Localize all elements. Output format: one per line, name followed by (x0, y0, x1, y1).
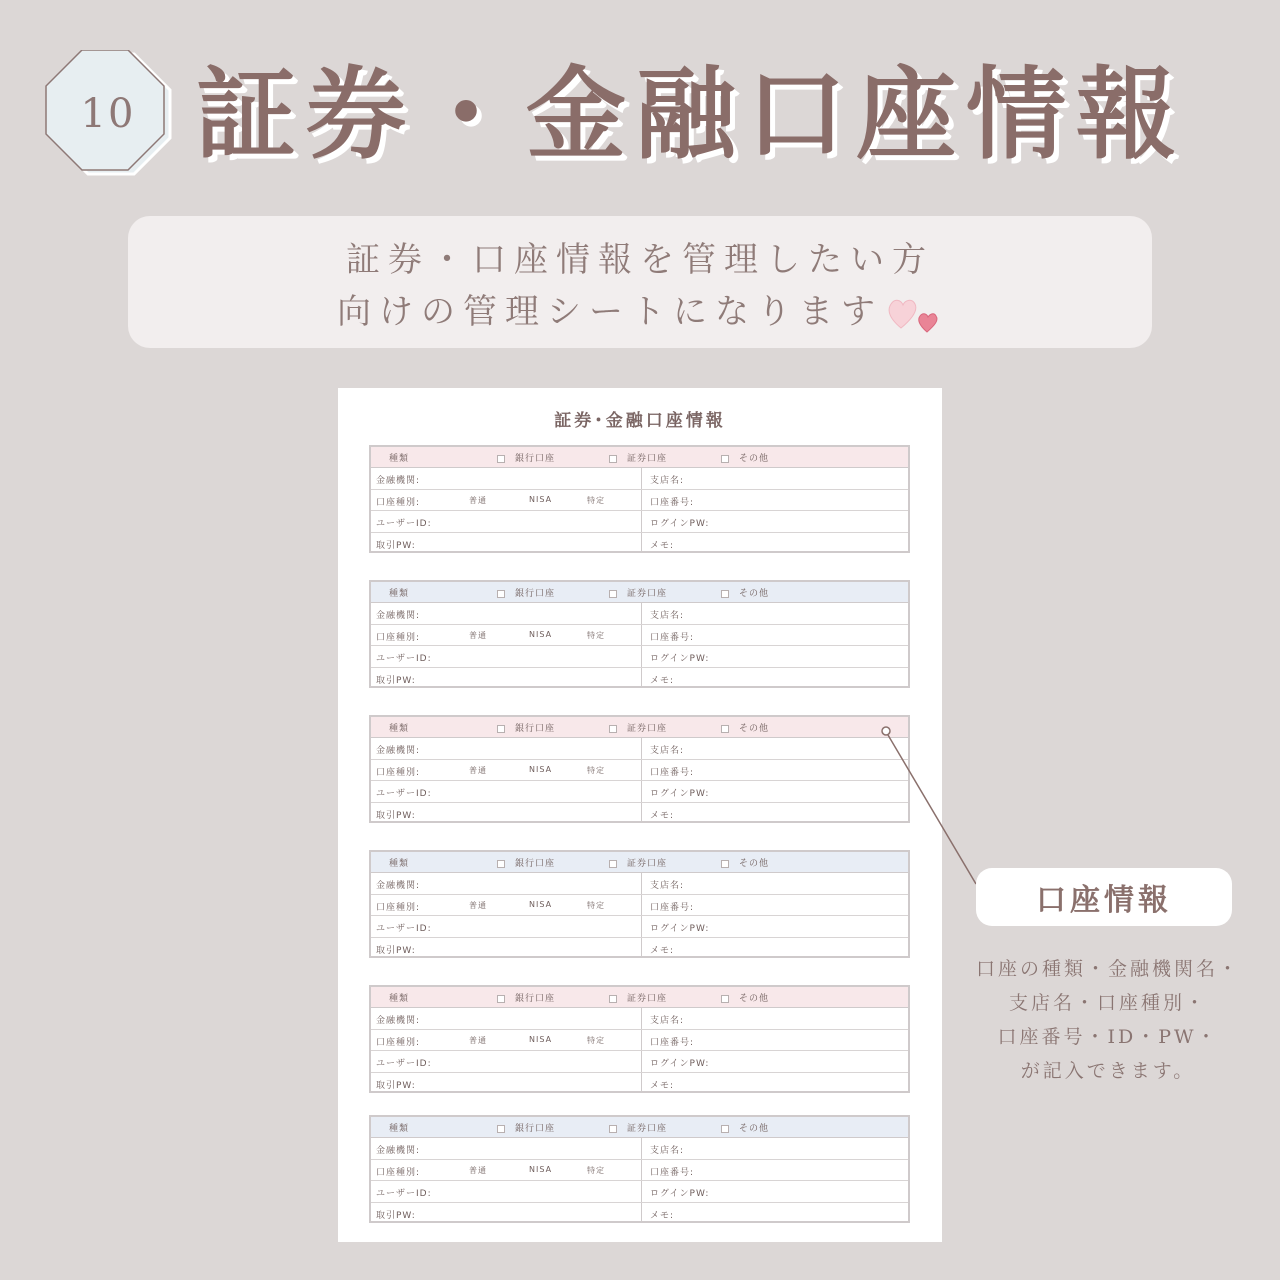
securities-account-option[interactable]: 証券口座 (609, 991, 667, 1004)
user-id-label: ユーザーID: (376, 519, 432, 529)
checkbox-icon[interactable] (609, 590, 617, 598)
trade-pw-label: 取引PW: (376, 540, 416, 551)
futsu-option: 普通 (469, 1035, 487, 1045)
nisa-option: NISA (529, 899, 553, 909)
form-row (371, 511, 908, 533)
badge-number: 10 (80, 91, 136, 137)
checkbox-icon[interactable] (609, 860, 617, 868)
kind-label: 種類 (389, 1124, 410, 1134)
tokutei-option: 特定 (587, 765, 605, 775)
memo-label: メモ: (650, 945, 675, 956)
account-type-label: 口座種別: (376, 1167, 421, 1178)
account-type-label: 口座種別: (376, 902, 421, 913)
subtitle-line-2-text: 向けの管理シートになります (337, 292, 883, 332)
checkbox-icon[interactable] (609, 995, 617, 1003)
user-id-label: ユーザーID: (376, 1189, 432, 1199)
form-row (371, 873, 908, 895)
form-row (371, 668, 908, 689)
nisa-option: NISA (529, 764, 553, 774)
callout-desc-line-2: 支店名・口座種別・ (1008, 992, 1207, 1014)
tokutei-option: 特定 (587, 1165, 605, 1175)
trade-pw-label: 取引PW: (376, 1080, 416, 1091)
account-form-block (369, 715, 910, 823)
checkbox-icon[interactable] (609, 455, 617, 463)
bank-account-option[interactable]: 銀行口座 (497, 451, 555, 464)
account-form-block (369, 985, 910, 1093)
account-number-label: 口座番号: (650, 497, 695, 508)
callout-desc-line-3: 口座番号・ID・PW・ (997, 1026, 1219, 1048)
form-row (371, 1203, 908, 1224)
futsu-option: 普通 (469, 765, 487, 775)
form-row (371, 781, 908, 803)
callout-desc-line-4: が記入できます。 (1020, 1060, 1196, 1082)
nisa-option: NISA (529, 494, 553, 504)
form-row (371, 468, 908, 490)
block-header (371, 447, 908, 468)
memo-label: メモ: (650, 540, 675, 551)
tokutei-option: 特定 (587, 1035, 605, 1045)
institution-label: 金融機関: (376, 1016, 421, 1026)
checkbox-icon[interactable] (721, 995, 729, 1003)
form-row (371, 603, 908, 625)
tokutei-option: 特定 (587, 900, 605, 910)
user-id-label: ユーザーID: (376, 654, 432, 664)
block-header (371, 852, 908, 873)
form-row (371, 1073, 908, 1094)
account-type-label: 口座種別: (376, 767, 421, 778)
login-pw-label: ログインPW: (650, 789, 710, 799)
memo-label: メモ: (650, 1210, 675, 1221)
callout-title: 口座情報 (976, 868, 1232, 926)
account-type-label: 口座種別: (376, 497, 421, 508)
futsu-option: 普通 (469, 900, 487, 910)
trade-pw-label: 取引PW: (376, 945, 416, 956)
branch-label: 支店名: (650, 881, 685, 891)
kind-label: 種類 (389, 994, 410, 1004)
kind-label: 種類 (389, 724, 410, 734)
checkbox-icon[interactable] (497, 1125, 505, 1133)
nisa-option: NISA (529, 629, 553, 639)
user-id-label: ユーザーID: (376, 1059, 432, 1069)
form-row (371, 1030, 908, 1052)
checkbox-icon[interactable] (721, 455, 729, 463)
account-number-label: 口座番号: (650, 632, 695, 643)
institution-label: 金融機関: (376, 746, 421, 756)
hearts-icon (885, 294, 943, 334)
checkbox-icon[interactable] (609, 725, 617, 733)
login-pw-label: ログインPW: (650, 924, 710, 934)
institution-label: 金融機関: (376, 881, 421, 891)
branch-label: 支店名: (650, 746, 685, 756)
checkbox-icon[interactable] (721, 1125, 729, 1133)
other-option[interactable]: その他 (721, 991, 769, 1004)
form-row (371, 625, 908, 647)
institution-label: 金融機関: (376, 476, 421, 486)
kind-label: 種類 (389, 589, 410, 599)
account-number-label: 口座番号: (650, 1167, 695, 1178)
other-option[interactable]: その他 (721, 586, 769, 599)
subtitle-line-1: 証券・口座情報を管理したい方 (346, 240, 934, 280)
securities-account-option[interactable]: 証券口座 (609, 586, 667, 599)
form-row (371, 938, 908, 959)
form-row (371, 490, 908, 512)
account-type-label: 口座種別: (376, 1037, 421, 1048)
futsu-option: 普通 (469, 630, 487, 640)
account-number-label: 口座番号: (650, 902, 695, 913)
account-type-label: 口座種別: (376, 632, 421, 643)
callout-description (958, 952, 1258, 1088)
branch-label: 支店名: (650, 1016, 685, 1026)
bank-account-option[interactable]: 銀行口座 (497, 721, 555, 734)
account-form-block (369, 850, 910, 958)
kind-label: 種類 (389, 859, 410, 869)
tokutei-option: 特定 (587, 630, 605, 640)
account-form-block (369, 580, 910, 688)
form-row (371, 1181, 908, 1203)
securities-account-option[interactable]: 証券口座 (609, 721, 667, 734)
trade-pw-label: 取引PW: (376, 1210, 416, 1221)
login-pw-label: ログインPW: (650, 654, 710, 664)
form-row (371, 1008, 908, 1030)
nisa-option: NISA (529, 1164, 553, 1174)
checkbox-icon[interactable] (497, 995, 505, 1003)
page-title: 証券・金融口座情報 (196, 55, 1186, 173)
login-pw-label: ログインPW: (650, 1059, 710, 1069)
bank-account-option[interactable]: 銀行口座 (497, 1121, 555, 1134)
securities-account-option[interactable]: 証券口座 (609, 451, 667, 464)
bank-account-option[interactable]: 銀行口座 (497, 856, 555, 869)
branch-label: 支店名: (650, 476, 685, 486)
login-pw-label: ログインPW: (650, 519, 710, 529)
checkbox-icon[interactable] (721, 590, 729, 598)
login-pw-label: ログインPW: (650, 1189, 710, 1199)
form-row (371, 1160, 908, 1182)
form-row (371, 646, 908, 668)
user-id-label: ユーザーID: (376, 924, 432, 934)
bank-account-option[interactable]: 銀行口座 (497, 586, 555, 599)
memo-label: メモ: (650, 810, 675, 821)
tokutei-option: 特定 (587, 495, 605, 505)
branch-label: 支店名: (650, 611, 685, 621)
form-row (371, 916, 908, 938)
checkbox-icon[interactable] (721, 725, 729, 733)
callout-desc-line-1: 口座の種類・金融機関名・ (975, 958, 1240, 980)
block-header (371, 1117, 908, 1138)
kind-label: 種類 (389, 454, 410, 464)
subtitle-box (128, 216, 1152, 348)
account-form-block (369, 445, 910, 553)
sheet-title: 証券･金融口座情報 (554, 411, 726, 431)
nisa-option: NISA (529, 1034, 553, 1044)
subtitle-line-2 (128, 286, 1152, 338)
futsu-option: 普通 (469, 1165, 487, 1175)
futsu-option: 普通 (469, 495, 487, 505)
other-option[interactable]: その他 (721, 721, 769, 734)
other-option[interactable]: その他 (721, 856, 769, 869)
form-row (371, 803, 908, 824)
account-number-label: 口座番号: (650, 767, 695, 778)
bank-account-option[interactable]: 銀行口座 (497, 991, 555, 1004)
checkbox-icon[interactable] (497, 860, 505, 868)
form-row (371, 1051, 908, 1073)
memo-label: メモ: (650, 675, 675, 686)
trade-pw-label: 取引PW: (376, 675, 416, 686)
checkbox-icon[interactable] (497, 725, 505, 733)
trade-pw-label: 取引PW: (376, 810, 416, 821)
block-header (371, 582, 908, 603)
branch-label: 支店名: (650, 1146, 685, 1156)
checkbox-icon[interactable] (609, 1125, 617, 1133)
institution-label: 金融機関: (376, 611, 421, 621)
form-row (371, 1138, 908, 1160)
form-row (371, 738, 908, 760)
block-header (371, 987, 908, 1008)
user-id-label: ユーザーID: (376, 789, 432, 799)
account-form-block (369, 1115, 910, 1223)
checkbox-icon[interactable] (497, 590, 505, 598)
form-row (371, 895, 908, 917)
block-header (371, 717, 908, 738)
checkbox-icon[interactable] (721, 860, 729, 868)
form-row (371, 533, 908, 554)
account-number-label: 口座番号: (650, 1037, 695, 1048)
checkbox-icon[interactable] (497, 455, 505, 463)
number-badge (44, 50, 184, 184)
account-sheet-preview (338, 388, 942, 1242)
memo-label: メモ: (650, 1080, 675, 1091)
other-option[interactable]: その他 (721, 1121, 769, 1134)
other-option[interactable]: その他 (721, 451, 769, 464)
form-row (371, 760, 908, 782)
securities-account-option[interactable]: 証券口座 (609, 856, 667, 869)
institution-label: 金融機関: (376, 1146, 421, 1156)
securities-account-option[interactable]: 証券口座 (609, 1121, 667, 1134)
